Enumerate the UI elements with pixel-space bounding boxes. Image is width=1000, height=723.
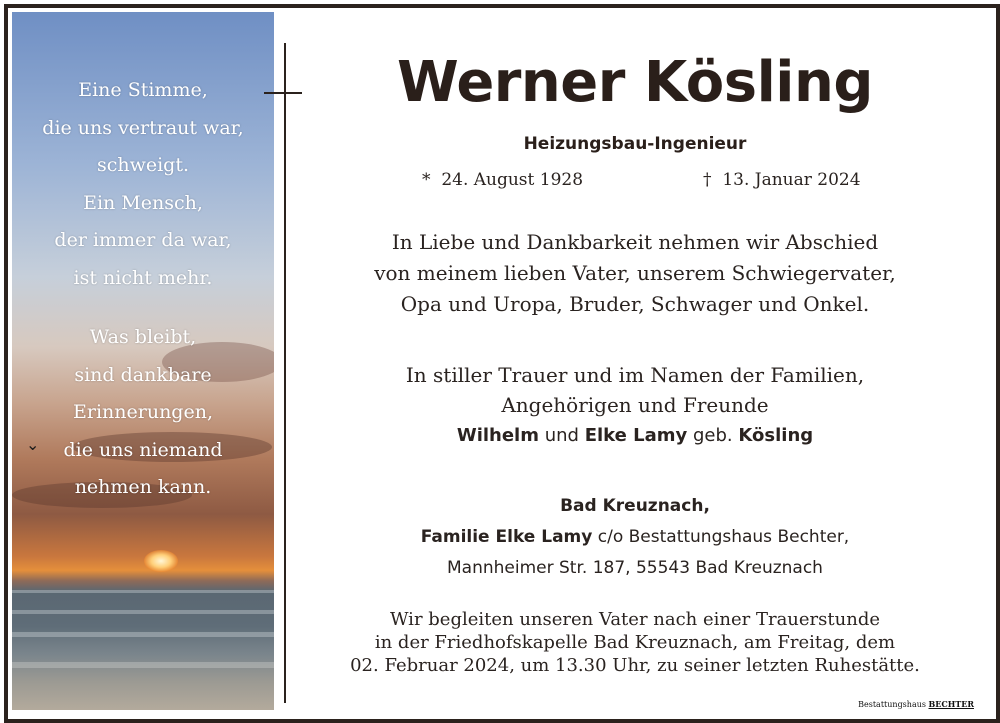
- footer-brand: BECHTER: [928, 699, 974, 709]
- address-family-line: [300, 522, 970, 553]
- poem-line: ist nicht mehr.: [73, 266, 213, 289]
- death-date-text: 13. Januar 2024: [722, 170, 861, 190]
- sunset-photo: [12, 12, 274, 710]
- poem-line: Erinnerungen,: [73, 401, 213, 423]
- birth-date: [422, 170, 583, 190]
- poem-line: die uns vertraut war,: [42, 116, 244, 139]
- signature-second: Elke Lamy: [584, 425, 688, 446]
- farewell-line: In Liebe und Dankbarkeit nehmen wir Abschied: [391, 230, 879, 254]
- footer-prefix: Bestattungshaus: [858, 700, 926, 709]
- address-co: c/o Bestattungshaus Bechter,: [597, 527, 850, 547]
- poem-line: sind dankbare: [74, 363, 212, 386]
- signature: [300, 425, 970, 446]
- poem-stanza-1: [12, 72, 274, 297]
- signature-first: Wilhelm: [456, 425, 539, 446]
- bird-icon: ⌄: [26, 435, 40, 454]
- mourners-line: In stiller Trauer und im Namen der Familien,: [405, 363, 865, 387]
- poem-line: nehmen kann.: [74, 476, 212, 498]
- poem-line: die uns niemand: [63, 438, 223, 461]
- death-date: [703, 170, 861, 190]
- funeral-line: 02. Februar 2024, um 13.30 Uhr, zu seiner letzten Ruhestätte.: [350, 655, 920, 676]
- funeral-home-credit: [858, 699, 974, 709]
- cross-horizontal: [264, 92, 302, 94]
- poem-line: Ein Mensch,: [83, 191, 203, 214]
- birth-date-text: 24. August 1928: [441, 170, 584, 190]
- cross-vertical: [284, 43, 286, 703]
- address-block: [300, 491, 970, 584]
- farewell-line: von meinem lieben Vater, unserem Schwiegervater,: [374, 261, 896, 285]
- farewell-line: Opa und Uropa, Bruder, Schwager und Onkel.: [400, 292, 870, 316]
- birth-star-icon: *: [422, 170, 431, 190]
- poem-stanza-2: [12, 319, 274, 507]
- farewell-text: [300, 227, 970, 320]
- death-cross-icon: †: [703, 170, 712, 190]
- wave: [12, 610, 274, 614]
- funeral-line: Wir begleiten unseren Vater nach einer Trauerstunde: [390, 609, 880, 630]
- poem-line: der immer da war,: [54, 229, 232, 251]
- mourners-text: [300, 360, 970, 420]
- wave: [12, 590, 274, 593]
- funeral-line: in der Friedhofskapelle Bad Kreuznach, am Freitag, dem: [374, 632, 896, 653]
- sun: [144, 550, 178, 572]
- signature-maiden: Kösling: [738, 425, 814, 446]
- poem-line: schweigt.: [96, 154, 190, 176]
- deceased-name: Werner Kösling: [397, 50, 873, 115]
- address-street: Mannheimer Str. 187, 55543 Bad Kreuznach: [447, 558, 823, 578]
- deceased-profession: Heizungsbau-Ingenieur: [523, 134, 747, 154]
- signature-geb: geb.: [693, 425, 733, 446]
- address-city: Bad Kreuznach,: [560, 496, 710, 516]
- address-family: Familie Elke Lamy: [420, 527, 593, 547]
- funeral-text: [300, 608, 970, 677]
- poem-line: Eine Stimme,: [78, 79, 208, 101]
- wave: [12, 662, 274, 668]
- poem-line: Was bleibt,: [89, 326, 197, 348]
- mourners-line: Angehörigen und Freunde: [501, 393, 769, 417]
- wave: [12, 632, 274, 637]
- signature-and: und: [544, 425, 579, 446]
